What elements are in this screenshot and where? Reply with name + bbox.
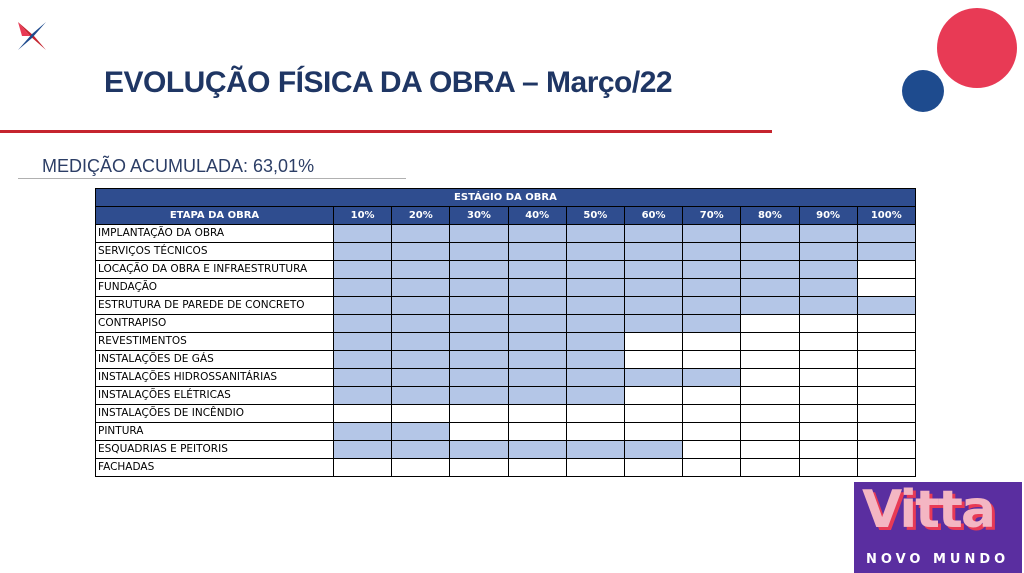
progress-cell-empty: [683, 459, 741, 477]
progress-cell-filled: [334, 387, 392, 405]
percent-header: 10%: [334, 207, 392, 225]
table-row: [96, 333, 916, 351]
vitta-logo: [854, 482, 1022, 573]
progress-cell-empty: [857, 261, 915, 279]
progress-cell-empty: [799, 351, 857, 369]
progress-cell-filled: [508, 297, 566, 315]
progress-cell-empty: [857, 441, 915, 459]
progress-cell-empty: [799, 369, 857, 387]
progress-cell-filled: [624, 243, 682, 261]
progress-cell-filled: [392, 423, 450, 441]
table-row: [96, 225, 916, 243]
stage-label: LOCAÇÃO DA OBRA E INFRAESTRUTURA: [96, 261, 334, 279]
progress-cell-empty: [392, 405, 450, 423]
progress-cell-filled: [624, 261, 682, 279]
progress-cell-filled: [334, 297, 392, 315]
progress-cell-filled: [392, 369, 450, 387]
progress-cell-filled: [799, 225, 857, 243]
progress-cell-filled: [799, 279, 857, 297]
progress-cell-empty: [566, 459, 624, 477]
progress-cell-filled: [624, 315, 682, 333]
progress-cell-filled: [334, 333, 392, 351]
progress-cell-empty: [799, 405, 857, 423]
stage-label: CONTRAPISO: [96, 315, 334, 333]
progress-cell-filled: [566, 243, 624, 261]
table-row: [96, 441, 916, 459]
progress-cell-filled: [624, 441, 682, 459]
progress-cell-filled: [566, 261, 624, 279]
stage-label: ESTRUTURA DE PAREDE DE CONCRETO: [96, 297, 334, 315]
progress-cell-empty: [857, 279, 915, 297]
progress-cell-filled: [508, 243, 566, 261]
progress-cell-empty: [857, 315, 915, 333]
percent-header: 70%: [683, 207, 741, 225]
progress-cell-filled: [624, 225, 682, 243]
progress-cell-filled: [508, 279, 566, 297]
progress-cell-filled: [624, 279, 682, 297]
progress-cell-empty: [741, 423, 799, 441]
stage-label: INSTALAÇÕES ELÉTRICAS: [96, 387, 334, 405]
progress-cell-empty: [799, 441, 857, 459]
progress-table: [95, 188, 916, 477]
percent-header: 100%: [857, 207, 915, 225]
progress-cell-filled: [566, 225, 624, 243]
progress-cell-empty: [741, 459, 799, 477]
progress-cell-filled: [566, 333, 624, 351]
progress-cell-filled: [450, 369, 508, 387]
progress-cell-filled: [334, 423, 392, 441]
progress-cell-filled: [741, 297, 799, 315]
progress-cell-empty: [741, 369, 799, 387]
progress-cell-filled: [624, 297, 682, 315]
progress-cell-filled: [566, 387, 624, 405]
progress-cell-filled: [392, 315, 450, 333]
progress-cell-filled: [334, 279, 392, 297]
progress-cell-empty: [683, 351, 741, 369]
column-header-row: [96, 207, 916, 225]
progress-cell-filled: [683, 369, 741, 387]
progress-cell-empty: [334, 459, 392, 477]
progress-cell-filled: [799, 261, 857, 279]
stage-label: INSTALAÇÕES HIDROSSANITÁRIAS: [96, 369, 334, 387]
progress-cell-filled: [741, 243, 799, 261]
progress-cell-filled: [683, 225, 741, 243]
progress-cell-filled: [508, 369, 566, 387]
progress-cell-empty: [683, 387, 741, 405]
progress-cell-filled: [334, 351, 392, 369]
stage-label: ESQUADRIAS E PEITORIS: [96, 441, 334, 459]
percent-header: 50%: [566, 207, 624, 225]
vitta-wordmark: Vitta: [862, 482, 994, 540]
progress-cell-filled: [450, 315, 508, 333]
progress-cell-empty: [624, 333, 682, 351]
progress-cell-empty: [799, 387, 857, 405]
progress-cell-empty: [799, 459, 857, 477]
percent-header: 30%: [450, 207, 508, 225]
progress-cell-empty: [683, 333, 741, 351]
percent-header: 90%: [799, 207, 857, 225]
progress-cell-filled: [741, 261, 799, 279]
progress-cell-filled: [392, 297, 450, 315]
subtitle-divider: [18, 178, 406, 179]
progress-cell-filled: [566, 351, 624, 369]
progress-cell-empty: [799, 423, 857, 441]
progress-cell-filled: [334, 441, 392, 459]
progress-cell-filled: [683, 297, 741, 315]
table-row: [96, 387, 916, 405]
progress-cell-filled: [450, 225, 508, 243]
progress-cell-filled: [334, 225, 392, 243]
progress-cell-empty: [741, 441, 799, 459]
stage-column-header: ETAPA DA OBRA: [96, 207, 334, 225]
title-divider: [0, 130, 772, 133]
progress-cell-empty: [508, 405, 566, 423]
progress-cell-filled: [334, 369, 392, 387]
stage-label: IMPLANTAÇÃO DA OBRA: [96, 225, 334, 243]
percent-header: 60%: [624, 207, 682, 225]
progress-cell-empty: [450, 459, 508, 477]
progress-cell-filled: [566, 315, 624, 333]
table-row: [96, 351, 916, 369]
progress-cell-empty: [683, 441, 741, 459]
progress-cell-filled: [566, 297, 624, 315]
progress-cell-filled: [566, 369, 624, 387]
table-row: [96, 405, 916, 423]
percent-header: 40%: [508, 207, 566, 225]
progress-cell-empty: [741, 333, 799, 351]
progress-cell-filled: [566, 279, 624, 297]
stage-label: PINTURA: [96, 423, 334, 441]
progress-cell-filled: [392, 441, 450, 459]
table-row: [96, 261, 916, 279]
progress-cell-empty: [334, 405, 392, 423]
progress-cell-filled: [450, 243, 508, 261]
progress-cell-filled: [508, 225, 566, 243]
stage-label: SERVIÇOS TÉCNICOS: [96, 243, 334, 261]
progress-cell-filled: [683, 261, 741, 279]
progress-cell-empty: [799, 315, 857, 333]
progress-cell-filled: [624, 369, 682, 387]
progress-cell-empty: [857, 333, 915, 351]
progress-cell-empty: [857, 423, 915, 441]
progress-cell-filled: [508, 333, 566, 351]
stage-label: FACHADAS: [96, 459, 334, 477]
progress-cell-filled: [857, 225, 915, 243]
progress-cell-filled: [334, 261, 392, 279]
progress-cell-empty: [450, 405, 508, 423]
table-row: [96, 315, 916, 333]
progress-cell-empty: [392, 459, 450, 477]
progress-cell-empty: [683, 423, 741, 441]
progress-cell-empty: [799, 333, 857, 351]
progress-cell-filled: [508, 261, 566, 279]
progress-cell-filled: [450, 261, 508, 279]
table-row: [96, 243, 916, 261]
progress-cell-empty: [566, 405, 624, 423]
progress-cell-filled: [799, 297, 857, 315]
progress-cell-filled: [392, 351, 450, 369]
progress-cell-empty: [508, 423, 566, 441]
percent-header: 20%: [392, 207, 450, 225]
progress-cell-filled: [741, 279, 799, 297]
progress-cell-filled: [683, 315, 741, 333]
stage-label: FUNDAÇÃO: [96, 279, 334, 297]
progress-cell-filled: [392, 225, 450, 243]
progress-cell-filled: [392, 243, 450, 261]
progress-cell-filled: [508, 315, 566, 333]
progress-cell-filled: [450, 387, 508, 405]
table-body: [96, 225, 916, 477]
progress-cell-empty: [857, 369, 915, 387]
progress-cell-filled: [857, 243, 915, 261]
progress-cell-empty: [741, 405, 799, 423]
progress-cell-filled: [392, 261, 450, 279]
progress-cell-empty: [624, 405, 682, 423]
progress-cell-filled: [450, 297, 508, 315]
progress-cell-filled: [392, 387, 450, 405]
progress-cell-filled: [334, 243, 392, 261]
progress-cell-filled: [566, 441, 624, 459]
progress-cell-empty: [624, 423, 682, 441]
progress-cell-empty: [857, 405, 915, 423]
progress-cell-filled: [508, 387, 566, 405]
progress-cell-filled: [508, 351, 566, 369]
x-logo-icon: [16, 20, 48, 52]
percent-header: 80%: [741, 207, 799, 225]
page-title: EVOLUÇÃO FÍSICA DA OBRA – Março/22: [104, 66, 673, 99]
progress-cell-filled: [392, 279, 450, 297]
decorative-circle-small: [902, 70, 944, 112]
progress-cell-filled: [683, 243, 741, 261]
table-row: [96, 369, 916, 387]
progress-cell-filled: [450, 333, 508, 351]
progress-cell-filled: [741, 225, 799, 243]
progress-cell-empty: [508, 459, 566, 477]
progress-cell-filled: [450, 351, 508, 369]
progress-cell-empty: [624, 459, 682, 477]
progress-cell-empty: [741, 351, 799, 369]
progress-cell-filled: [450, 441, 508, 459]
progress-cell-filled: [799, 243, 857, 261]
progress-cell-empty: [624, 387, 682, 405]
progress-cell-empty: [857, 351, 915, 369]
decorative-circle-large: [937, 8, 1017, 88]
progress-cell-filled: [450, 279, 508, 297]
progress-cell-filled: [334, 315, 392, 333]
table-row: [96, 459, 916, 477]
progress-cell-empty: [741, 387, 799, 405]
progress-cell-empty: [624, 351, 682, 369]
table-row: [96, 297, 916, 315]
table-row: [96, 279, 916, 297]
stage-label: REVESTIMENTOS: [96, 333, 334, 351]
group-header: ESTÁGIO DA OBRA: [96, 189, 916, 207]
progress-cell-empty: [566, 423, 624, 441]
progress-cell-empty: [450, 423, 508, 441]
progress-cell-filled: [508, 441, 566, 459]
table-row: [96, 423, 916, 441]
progress-cell-empty: [857, 387, 915, 405]
stage-label: INSTALAÇÕES DE GÁS: [96, 351, 334, 369]
progress-cell-filled: [857, 297, 915, 315]
stage-label: INSTALAÇÕES DE INCÊNDIO: [96, 405, 334, 423]
progress-cell-filled: [683, 279, 741, 297]
progress-cell-filled: [392, 333, 450, 351]
progress-cell-empty: [741, 315, 799, 333]
cumulative-measurement: MEDIÇÃO ACUMULADA: 63,01%: [42, 156, 315, 176]
progress-cell-empty: [683, 405, 741, 423]
vitta-tagline: NOVO MUNDO: [866, 552, 1010, 567]
progress-cell-empty: [857, 459, 915, 477]
